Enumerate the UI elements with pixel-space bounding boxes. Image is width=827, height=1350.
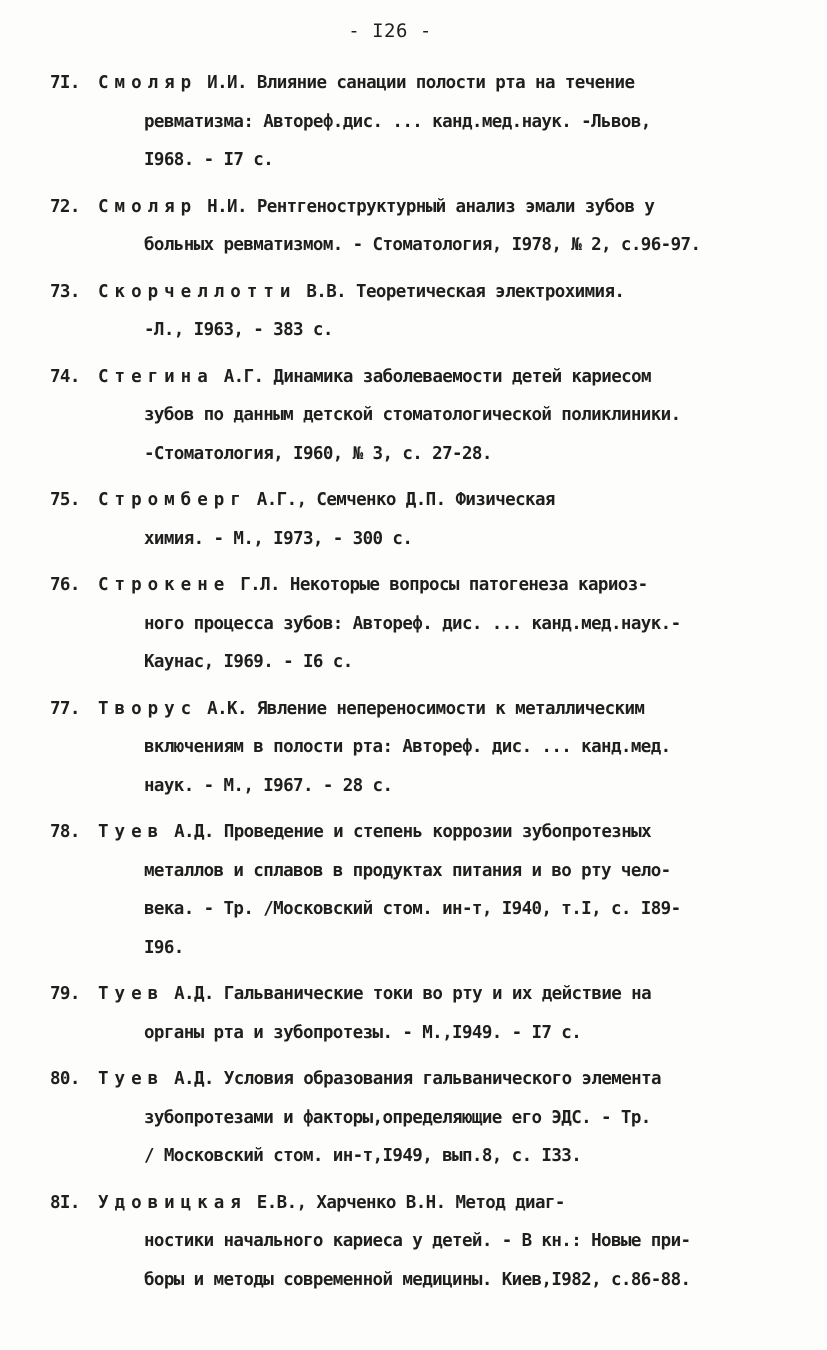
entry-line: I96. xyxy=(144,937,184,958)
entry-first-line xyxy=(50,481,780,520)
entry-text: А.Г., Семченко Д.П. Физическая xyxy=(256,490,555,510)
entry-number: 79. xyxy=(50,984,80,1004)
entry-number: 75. xyxy=(50,490,80,510)
entry-number: 7I. xyxy=(50,73,80,93)
entry-text: В.В. Теоретическая электрохимия. xyxy=(306,281,625,302)
bibliography-entry-81 xyxy=(50,1184,780,1300)
entry-author: Удовицкая xyxy=(98,1192,247,1213)
entry-number: 78. xyxy=(50,822,80,842)
entry-number: 74. xyxy=(50,366,80,387)
entry-author: Смоляр xyxy=(98,73,198,93)
entry-author: Строкене xyxy=(98,575,231,595)
entry-line: наук. - М., I967. - 28 с. xyxy=(144,775,393,796)
entry-text: А.Г. Динамика заболеваемости детей кариесом xyxy=(223,366,651,387)
bibliography-entry-72 xyxy=(50,188,780,265)
entry-first-line xyxy=(50,566,780,605)
entry-author: Туев xyxy=(98,822,165,842)
entry-author: Туев xyxy=(98,984,165,1004)
entry-line: органы рта и зубопротезы. - М.,I949. - I7 с. xyxy=(144,1022,582,1043)
bibliography-entry-78 xyxy=(50,813,780,967)
entry-first-line xyxy=(50,690,780,729)
entry-line: химия. - М., I973, - 300 с. xyxy=(144,528,413,549)
bibliography-entry-75 xyxy=(50,481,780,558)
entry-text: А.К. Явление непереносимости к металлическим xyxy=(207,698,645,719)
entry-line: / Московский стом. ин-т,I949, вып.8, с. I33. xyxy=(144,1146,582,1166)
entry-text: Н.И. Рентгеноструктурный анализ эмали зубов у xyxy=(207,196,655,217)
bibliography-entry-77 xyxy=(50,690,780,806)
entry-line: зубов по данным детской стоматологической поликлиники. xyxy=(144,405,681,425)
bibliography-entry-74 xyxy=(50,358,780,474)
bibliography-entry-73 xyxy=(50,273,780,350)
entry-number: 73. xyxy=(50,281,80,302)
entry-line: -Стоматология, I960, № 3, с. 27-28. xyxy=(144,443,492,464)
entry-line: больных ревматизмом. - Стоматология, I978, № 2, с.96-97. xyxy=(144,235,701,255)
entry-number: 80. xyxy=(50,1069,80,1089)
entry-author: Творус xyxy=(98,698,198,719)
entry-number: 72. xyxy=(50,196,80,217)
entry-author: Скорчеллотти xyxy=(98,281,297,302)
bibliography-entry-79 xyxy=(50,975,780,1052)
entry-number: 8I. xyxy=(50,1192,80,1213)
page-number: - I26 - xyxy=(348,20,432,42)
entry-text: А.Д. Гальванические токи во рту и их действие на xyxy=(174,984,652,1004)
entry-first-line xyxy=(50,1184,780,1223)
entry-line: боры и методы современной медицины. Киев,I982, с.86-88. xyxy=(144,1269,691,1290)
entry-line: -Л., I963, - 383 с. xyxy=(144,320,333,340)
entry-number: 76. xyxy=(50,575,80,595)
entry-first-line xyxy=(50,358,780,397)
entry-text: Е.В., Харченко В.Н. Метод диаг- xyxy=(256,1192,565,1213)
entry-text: А.Д. Условия образования гальванического элемента xyxy=(174,1069,661,1089)
entry-line: ностики начального кариеса у детей. - В кн.: Новые при- xyxy=(144,1231,691,1251)
entry-line: века. - Тр. /Московский стом. ин-т, I940, т.I, с. I89- xyxy=(144,899,681,919)
bibliography-entry-71 xyxy=(50,64,780,180)
entry-line: Каунас, I969. - I6 с. xyxy=(144,652,353,672)
entry-first-line xyxy=(50,64,780,103)
entry-author: Стегина xyxy=(98,366,214,387)
entry-first-line xyxy=(50,975,780,1014)
entry-author: Туев xyxy=(98,1069,165,1089)
entry-author: Стромберг xyxy=(98,490,247,510)
entry-text: Г.Л. Некоторые вопросы патогенеза кариоз- xyxy=(240,575,648,595)
entry-number: 77. xyxy=(50,698,80,719)
entry-line: I968. - I7 с. xyxy=(144,150,274,170)
bibliography-entry-80 xyxy=(50,1060,780,1176)
entry-text: И.И. Влияние санации полости рта на течение xyxy=(207,73,635,93)
bibliography-entry-76 xyxy=(50,566,780,682)
bibliography-list xyxy=(50,64,780,1307)
entry-author: Смоляр xyxy=(98,196,198,217)
entry-first-line xyxy=(50,813,780,852)
entry-first-line xyxy=(50,188,780,227)
entry-line: включениям в полости рта: Автореф. дис. ... канд.мед. xyxy=(144,737,671,757)
entry-first-line xyxy=(50,273,780,312)
entry-line: ревматизма: Автореф.дис. ... канд.мед.наук. -Львов, xyxy=(144,111,651,132)
entry-first-line xyxy=(50,1060,780,1099)
entry-line: зубопротезами и факторы,определяющие его ЭДС. - Тр. xyxy=(144,1107,651,1128)
entry-line: ного процесса зубов: Автореф. дис. ... канд.мед.наук.- xyxy=(144,613,681,634)
entry-text: А.Д. Проведение и степень коррозии зубопротезных xyxy=(174,822,652,842)
entry-line: металлов и сплавов в продуктах питания и во рту чело- xyxy=(144,860,671,881)
